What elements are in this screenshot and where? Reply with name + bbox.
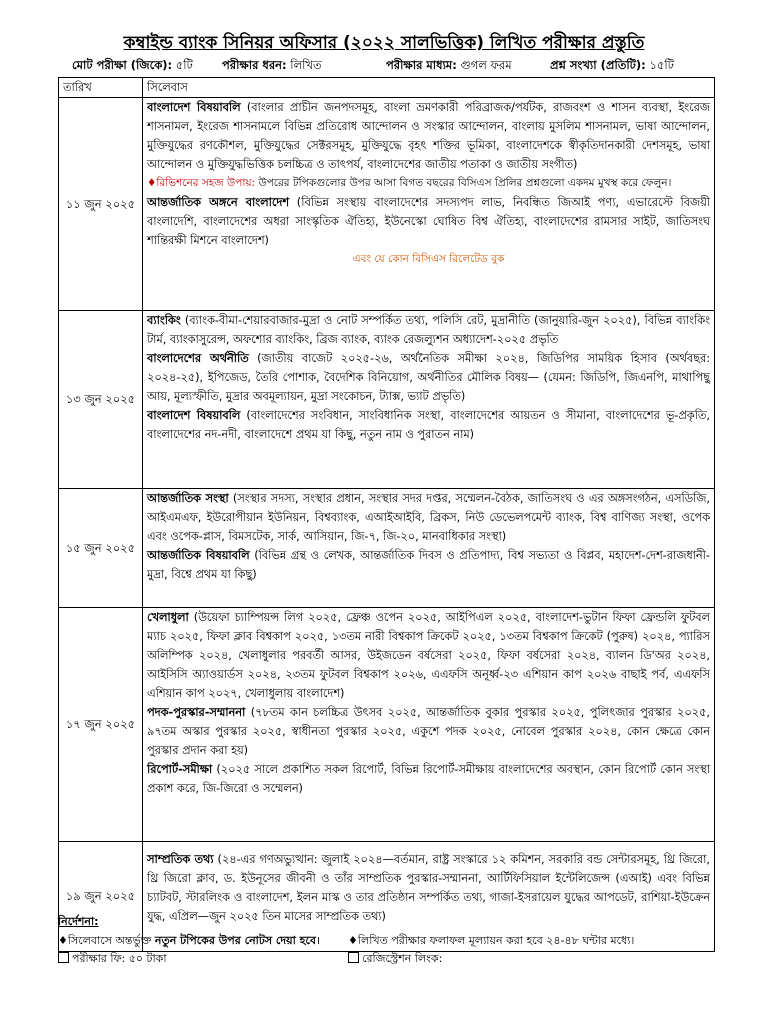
syllabus-paragraph: আন্তর্জাতিক বিষয়াবলি (বিভিন্ন গ্রন্থ ও লেখক, আন্তর্জাতিক দিবস ও প্রতিপাদ্য, বিশ্ব সভ্যতা ও বিপ্লব, মহাদেশ-দেশ-রাজধানী-মুদ্রা, বিশ্বে প্রথম যা কিছু) — [147, 549, 710, 581]
syllabus-paragraph: সাম্প্রতিক তথ্য (২৪-এর গণঅভ্যুত্থান: জুলাই ২০২৪—বর্তমান, রাষ্ট্র সংস্কারে ১২ কমিশন, সরকারি বন্ড সেন্টারসমূহ, থ্রি জিরো, থ্রি জিরো ক্লাব, ড. ইউনূসের জীবনী ও তাঁর সাম্প্রতিক পুরস্কার-সম্মাননা, আর্টিফিসিয়াল ইন্টেলিজেন্স (এআই) এবং বিভিন্ন চ্যাটবট, স্টারলিংক ও বাংলাদেশ, ইলন মাস্ক ও তার প্রতিষ্ঠান সম্পর্কিত তথ্য, গাজা-ইসরায়েল যুদ্ধের আপডেট, রাশিয়া-ইউক্রেন যুদ্ধ, এপ্রিল—জুন ২০২৫ তিন মাসের সাম্প্রতিক তথ্য) — [147, 853, 710, 923]
exam-medium: পরীক্ষার মাধ্যম: গুগল ফরম — [386, 58, 512, 72]
row-syllabus — [143, 489, 715, 608]
row-syllabus — [143, 608, 715, 842]
table-header-row — [59, 78, 715, 98]
row-date: ১৭ জুন ২০২৫ — [59, 608, 143, 842]
instructions-heading: নির্দেশনা: — [58, 915, 99, 928]
syllabus-paragraph: বাংলাদেশ বিষয়াবলি (বাংলার প্রাচীন জনপদসমূহ, বাংলা ভ্রমণকারী পরিব্রাজক/পর্যটক, রাজবংশ ও শাসন ব্যবস্থা, ইংরেজ শাসনামল, ইংরেজ শাসনামলে বিভিন্ন প্রতিরোধ আন্দোলন ও সংস্কার আন্দোলন, বাংলায় মুসলিম শাসনামল, ভাষা আন্দোলন, মুক্তিযুদ্ধের রণকৌশল, মুক্তিযুদ্ধের সেক্টরসমূহ, মুক্তিযুদ্ধে বৃহৎ শক্তির ভূমিকা, বাংলাদেশকে স্বীকৃতিদানকারী দেশসমূহ, ভাষা আন্দোলন ও মুক্তিযুদ্ধভিত্তিক চলচ্চিত্র ও তাৎপর্য, বাংলাদেশের জাতীয় পতাকা ও জাতীয় সংগীত) — [147, 101, 710, 171]
table-row — [59, 608, 715, 842]
instruction-registration: রেজিস্ট্রেশন লিংক: — [348, 950, 442, 969]
syllabus-paragraph: আন্তর্জাতিক সংস্থা (সংস্থার সদস্য, সংস্থার প্রধান, সংস্থার সদর দপ্তর, সম্মেলন-বৈঠক, জাতিসংঘ ও এর অঙ্গসংগঠন, এসডিজি, আইএমএফ, ইউরোপীয়ান ইউনিয়ন, বিশ্বব্যাংক, এআইআইবি, ব্রিকস, নিউ ডেভেলপমেন্ট ব্যাংক, বিশ্ব বাণিজ্য সংস্থা, ওপেক এবং ওপেক-প্লাস, বিমসটেক, সার্ক, আসিয়ান, জি-৭, জি-২০, মানবাধিকার সংস্থা) — [147, 492, 710, 543]
syllabus-paragraph: আন্তর্জাতিক অঙ্গনে বাংলাদেশ (বিভিন্ন সংস্থায় বাংলাদেশের সদস্যপদ লাভ, নিবন্ধিত জিআই পণ্য, এভারেস্টে বিজয়ী বাংলাদেশি, বাংলাদেশের অধরা সাংস্কৃতিক ঐতিহ্য, ইউনেস্কো ঘোষিত বিশ্ব ঐতিহ্য, বাংলাদেশের রামসার সাইট, জাতিসংঘ শান্তিরক্ষী মিশনে বাংলাদেশ) — [147, 196, 710, 247]
instruction-notes: ♦সিলেবাসে অন্তর্ভুক্ত নতুন টপিকের উপর নোটস দেয়া হবে। — [58, 934, 321, 947]
header-syllabus: সিলেবাস — [143, 78, 715, 98]
instruction-line — [58, 932, 718, 950]
instruction-line — [58, 950, 718, 968]
question-count: প্রশ্ন সংখ্যা (প্রতিটি): ১৫টি — [550, 58, 674, 72]
syllabus-paragraph: রিপোর্ট-সমীক্ষা (২০২৫ সালে প্রকাশিত সকল রিপোর্ট, বিভিন্ন রিপোর্ট-সমীক্ষায় বাংলাদেশের অবস্থান, কোন রিপোর্ট কোন সংস্থা প্রকাশ করে, জি-জিরো ও সম্মেলন) — [147, 763, 710, 795]
table-row — [59, 98, 715, 311]
row-syllabus — [143, 98, 715, 311]
syllabus-table — [58, 77, 715, 952]
table-row — [59, 489, 715, 608]
row-date: ১৩ জুন ২০২৫ — [59, 311, 143, 489]
row-date: ১৫ জুন ২০২৫ — [59, 489, 143, 608]
syllabus-paragraph: বাংলাদেশ বিষয়াবলি (বাংলাদেশের সংবিধান, সাংবিধানিক সংস্থা, বাংলাদেশের আয়তন ও সীমানা, বাংলাদেশের ভূ-প্রকৃতি, বাংলাদেশের নদ-নদী, বাংলাদেশে প্রথম যা কিছু, নতুন নাম ও পুরাতন নাম) — [147, 409, 710, 441]
table-row — [59, 311, 715, 489]
instruction-fee: পরীক্ষার ফি: ৫০ টাকা — [58, 950, 167, 969]
exam-type: পরীক্ষার ধরন: লিখিত — [222, 58, 322, 72]
book-note: এবং যে কোন বিসিএস রিলেটেড বুক — [352, 253, 505, 265]
header-date: তারিখ — [59, 78, 143, 98]
row-date: ১১ জুন ২০২৫ — [59, 98, 143, 311]
checkbox-icon — [58, 952, 69, 963]
page-title: কম্বাইন্ড ব্যাংক সিনিয়র অফিসার (২০২২ সালভিত্তিক) লিখিত পরীক্ষার প্রস্তুতি — [123, 33, 645, 53]
revision-tip: ♦রিভিশনের সহজ উপায়: উপরের টপিকগুলোর উপর আসা বিগত বছরের বিসিএস প্রিলির প্রশ্নগুলো একদম মুখস্থ করে ফেলুন। — [147, 177, 672, 189]
syllabus-paragraph: ব্যাংকিং (ব্যাংক-বীমা-শেয়ারবাজার-মুদ্রা ও নোট সম্পর্কিত তথ্য, পলিসি রেট, মুদ্রানীতি (জানুয়ারি-জুন ২০২৫), বিভিন্ন ব্যাংকিং টার্ম, ব্যাংকাসুরেন্স, অফশোর ব্যাংকিং, ব্রিজ ব্যাংক, ব্যাংক রেজল্যুশন অধ্যাদেশ-২০২৫ প্রভৃতি — [147, 314, 710, 346]
syllabus-paragraph: খেলাধুলা (উয়েফা চ্যাম্পিয়ন্স লিগ ২০২৫, ফ্রেঞ্চ ওপেন ২০২৫, আইপিএল ২০২৫, বাংলাদেশ-ভুটান ফিফা ফ্রেন্ডলি ফুটবল ম্যাচ ২০২৫, ফিফা ক্লাব বিশ্বকাপ ২০২৫, ১৩তম নারী বিশ্বকাপ ক্রিকেট ২০২৫, ১৩তম বিশ্বকাপ ক্রিকেট (পুরুষ) ২০২৪, প্যারিস অলিম্পিক ২০২৪, খেলাধুলার পরবর্তী আসর, উইজডেন বর্ষসেরা ২০২৫, ফিফা বর্ষসেরা ২০২৪, ব্যালন ডি'অর ২০২৪, আইসিসি অ্যাওয়ার্ডস ২০২৪, ২৩তম ফুটবল বিশ্বকাপ ২০২৬, এএফসি অনূর্ধ্ব-২৩ এশিয়ান কাপ ২০২৬ বাছাই পর্ব, এএফসি এশিয়ান কাপ ২০২৭, খেলাধুলায় বাংলাদেশ) — [147, 611, 710, 700]
syllabus-paragraph: বাংলাদেশের অর্থনীতি (জাতীয় বাজেট ২০২৫-২৬, অর্থনৈতিক সমীক্ষা ২০২৪, জিডিপির সাময়িক হিসাব (অর্থবছর: ২০২৪-২৫), ইপিজেড, তৈরি পোশাক, বৈদেশিক বিনিয়োগ, অর্থনীতির মৌলিক বিষয়— (যেমন: জিডিপি, জিএনপি, মাথাপিছু আয়, মূল্যস্ফীতি, মুদ্রার অবমূল্যায়ন, মুদ্রা সংকোচন, ট্যাক্স, ভ্যাট প্রভৃতি) — [147, 352, 711, 403]
instruction-result: ♦লিখিত পরীক্ষার ফলাফল মূল্যায়ন করা হবে ২৪-৪৮ ঘন্টার মধ্যে। — [348, 934, 635, 947]
diamond-bullet-icon: ♦ — [348, 934, 358, 947]
row-syllabus — [143, 311, 715, 489]
diamond-bullet-icon: ♦ — [58, 934, 68, 947]
row-date: ১৯ জুন ২০২৫ — [59, 842, 143, 952]
syllabus-paragraph: পদক-পুরস্কার-সম্মাননা (৭৮তম কান চলচ্চিত্র উৎসব ২০২৫, আন্তর্জাতিক বুকার পুরস্কার ২০২৫, পুলিৎজার পুরস্কার ২০২৫, ৯৭তম অস্কার পুরস্কার ২০২৫, স্বাধীনতা পুরস্কার ২০২৫, একুশে পদক ২০২৫, নোবেল পুরস্কার ২০২৪, কোন ক্ষেত্রে কোন পুরস্কার প্রদান করা হয়) — [147, 706, 710, 757]
total-exam: মোট পরীক্ষা (জিকে): ৫টি — [72, 58, 193, 72]
instructions — [58, 913, 718, 968]
checkbox-icon — [348, 952, 359, 963]
